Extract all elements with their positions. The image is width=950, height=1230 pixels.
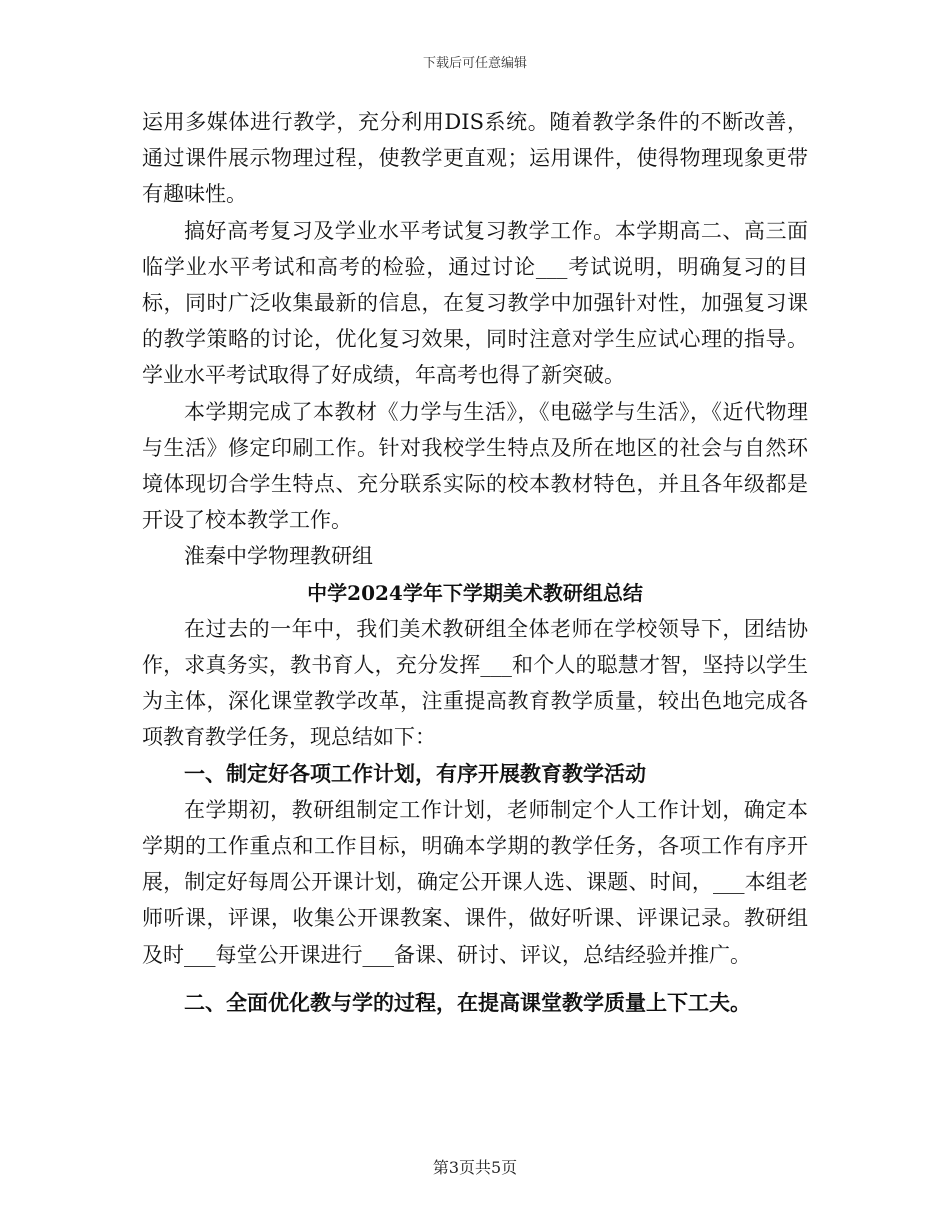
signature-line: 淮秦中学物理教研组 xyxy=(184,544,373,569)
section-title: 中学2024学年下学期美术教研组总结 xyxy=(307,580,643,605)
paragraph-intro: 在过去的一年中，我们美术教研组全体老师在学校领导下，团结协作，求真务实，教书育人，充分发挥___和个人的聪慧才智，坚持以学生为主体，深化课堂教学改革，注重提高教育教学质量，较出色地完成各项教育教学任务，现总结如下： xyxy=(142,616,808,750)
document-body xyxy=(142,104,808,1021)
paragraph-work-plan: 在学期初，教研组制定工作计划，老师制定个人工作计划，确定本学期的工作重点和工作目标，明确本学期的教学任务，各项工作有序开展，制定好每周公开课计划，确定公开课人选、课题、时间，___本组老师听课，评课，收集公开课教案、课件，做好听课、评课记录。教研组及时___每堂公开课进行___备课、研讨、评议，总结经验并推广。 xyxy=(142,797,808,967)
heading-teaching-process: 二、全面优化教与学的过程，在提高课堂教学质量上下工夫。 xyxy=(184,990,751,1015)
paragraph-exam-review: 搞好高考复习及学业水平考试复习教学工作。本学期高二、高三面临学业水平考试和高考的检验，通过讨论___考试说明，明确复习的目标，同时广泛收集最新的信息，在复习教学中加强针对性，加强复习课的教学策略的讨论，优化复习效果，同时注意对学生应试心理的指导。学业水平考试取得了好成绩，年高考也得了新突破。 xyxy=(142,218,808,388)
paragraph-multimedia: 运用多媒体进行教学，充分利用DIS系统。随着教学条件的不断改善，通过课件展示物理过程，使教学更直观；运用课件，使得物理现象更带有趣味性。 xyxy=(142,110,808,207)
page-header: 下载后可任意编辑 xyxy=(422,56,527,71)
heading-work-plan: 一、制定好各项工作计划，有序开展教育教学活动 xyxy=(184,761,646,786)
page-footer: 第3页共5页 xyxy=(432,1158,518,1177)
paragraph-textbook: 本学期完成了本教材《力学与生活》，《电磁学与生活》，《近代物理与生活》修定印刷工作。针对我校学生特点及所在地区的社会与自然环境体现切合学生特点、充分联系实际的校本教材特色，并且各年级都是开设了校本教学工作。 xyxy=(142,399,808,533)
